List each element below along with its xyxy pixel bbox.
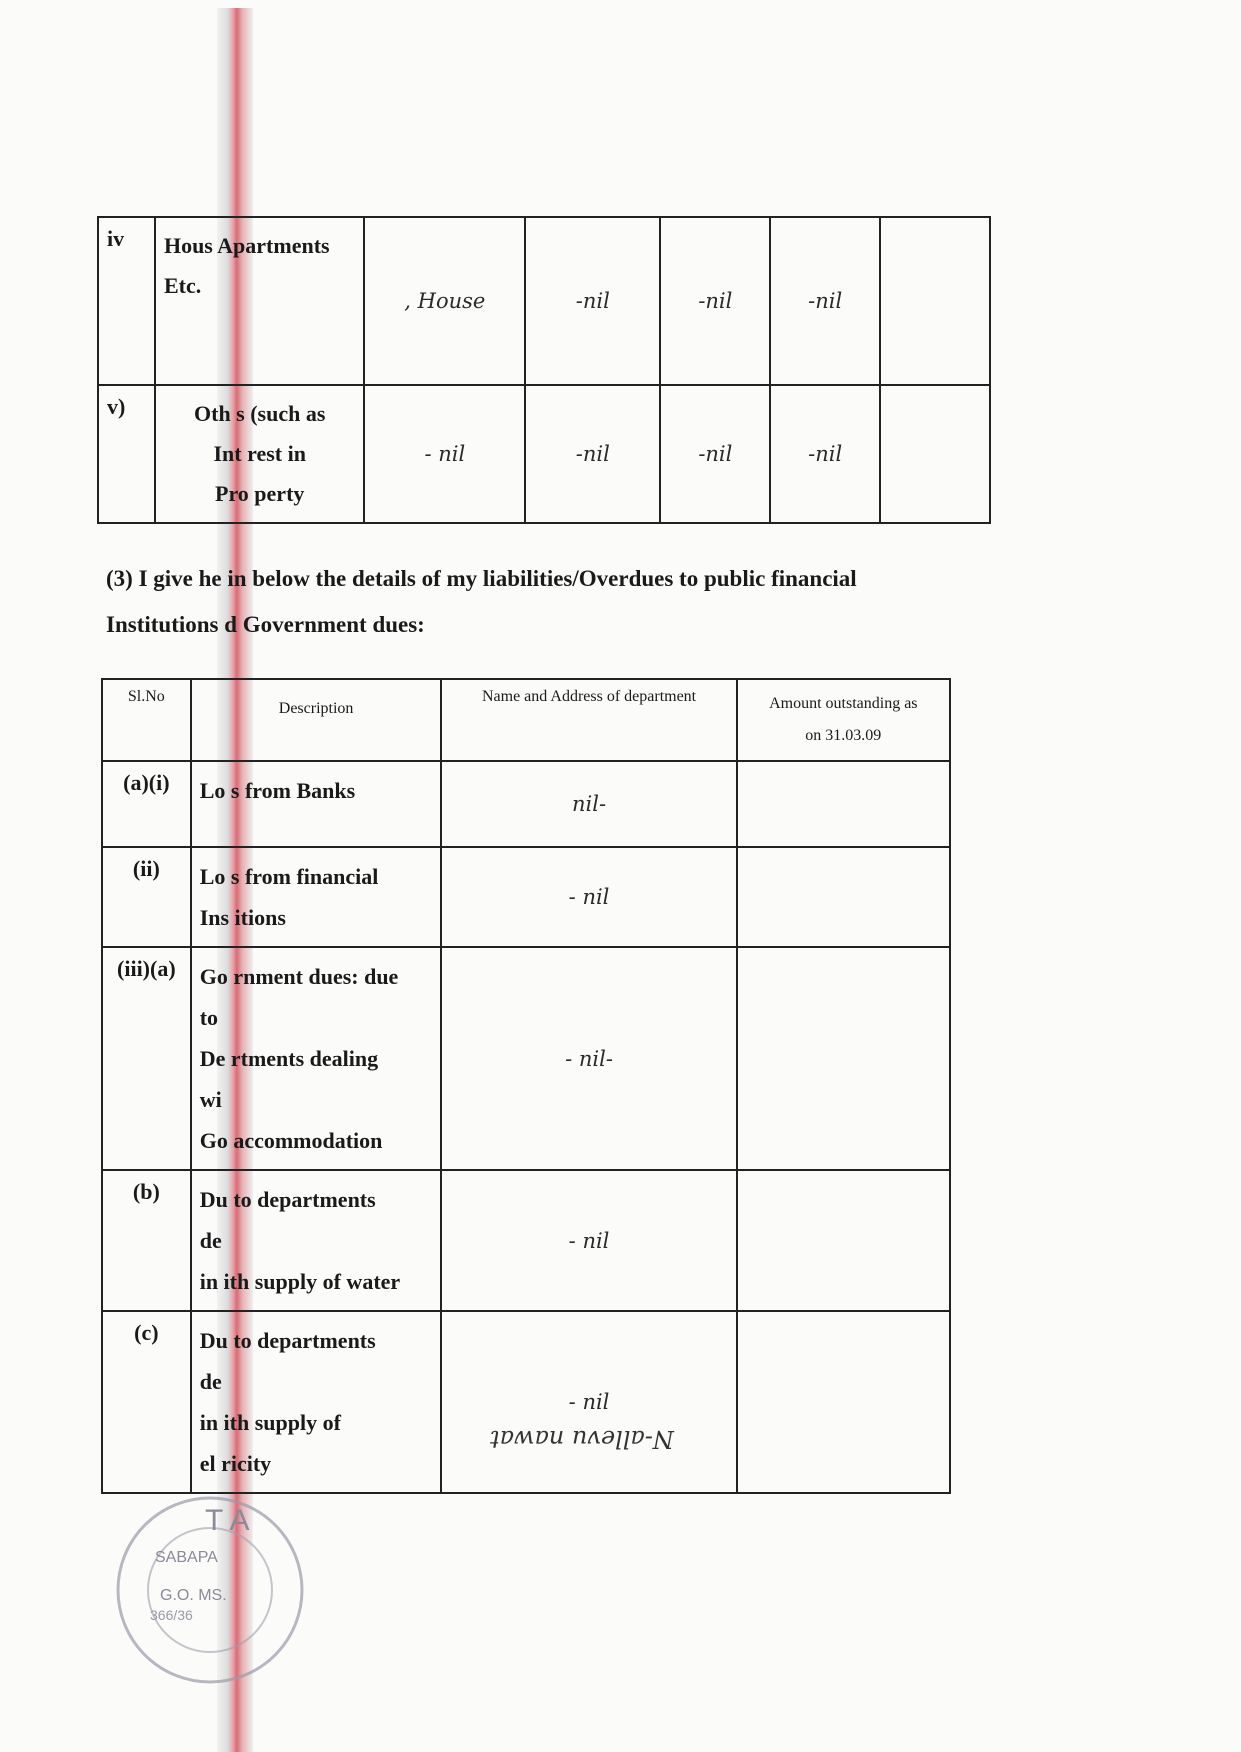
- row-sl: (b): [102, 1170, 191, 1311]
- row-amount: [737, 1311, 950, 1493]
- row-description: Go rnment dues: due to De rtments dealing wi Go accommodation: [191, 947, 442, 1170]
- row-description: Lo s from financial Ins itions: [191, 847, 442, 947]
- row-department: - nil: [441, 1311, 736, 1493]
- row-department: - nil: [441, 847, 736, 947]
- official-stamp: [110, 1490, 310, 1690]
- stamp-text: 366/36: [150, 1607, 193, 1623]
- value-cell: -nil: [770, 217, 880, 385]
- row-description: Hous Apartments Etc.: [155, 217, 365, 385]
- row-number: v): [98, 385, 155, 523]
- value-cell: -nil: [525, 217, 660, 385]
- row-sl: (ii): [102, 847, 191, 947]
- row-sl: (c): [102, 1311, 191, 1493]
- row-description: Du to departments de in ith supply of el ricity: [191, 1311, 442, 1493]
- stamp-text: T A: [205, 1504, 250, 1537]
- stamp-text: SABAPA: [155, 1549, 218, 1566]
- value-cell: -nil: [525, 385, 660, 523]
- table-row: [102, 1170, 950, 1311]
- liabilities-intro: (3) I give he in below the details of my liabilities/Overdues to public financial Institutions d Government dues:: [106, 566, 857, 637]
- value-cell: -nil: [660, 385, 770, 523]
- assets-table: [97, 216, 991, 524]
- value-cell: -nil: [660, 217, 770, 385]
- row-amount: [737, 847, 950, 947]
- value-cell: [880, 217, 990, 385]
- stamp-text: G.O. MS.: [160, 1587, 227, 1604]
- header-description: Description: [191, 679, 442, 761]
- row-amount: [737, 761, 950, 847]
- header-department: Name and Address of department: [441, 679, 736, 761]
- table-row: [98, 385, 990, 523]
- row-sl: (a)(i): [102, 761, 191, 847]
- row-description: Lo s from Banks: [191, 761, 442, 847]
- table-row: [102, 947, 950, 1170]
- row-sl: (iii)(a): [102, 947, 191, 1170]
- table-row: [102, 761, 950, 847]
- table-row: [98, 217, 990, 385]
- row-department: - nil: [441, 1170, 736, 1311]
- row-description: Oth s (such as Int rest in Pro perty: [155, 385, 365, 523]
- row-department: - nil-: [441, 947, 736, 1170]
- value-cell: -nil: [770, 385, 880, 523]
- row-number: iv: [98, 217, 155, 385]
- row-amount: [737, 1170, 950, 1311]
- value-cell: [880, 385, 990, 523]
- table-row: [102, 847, 950, 947]
- row-amount: [737, 947, 950, 1170]
- value-cell: , House: [364, 217, 525, 385]
- liabilities-table: [101, 678, 951, 1494]
- table-row: [102, 1311, 950, 1493]
- header-sl-no: Sl.No: [102, 679, 191, 761]
- row-description: Du to departments de in ith supply of water: [191, 1170, 442, 1311]
- table-header-row: [102, 679, 950, 761]
- header-amount: Amount outstanding as on 31.03.09: [737, 679, 950, 761]
- signature: N-allevu nawat: [490, 1425, 674, 1453]
- value-cell: - nil: [364, 385, 525, 523]
- row-department: nil-: [441, 761, 736, 847]
